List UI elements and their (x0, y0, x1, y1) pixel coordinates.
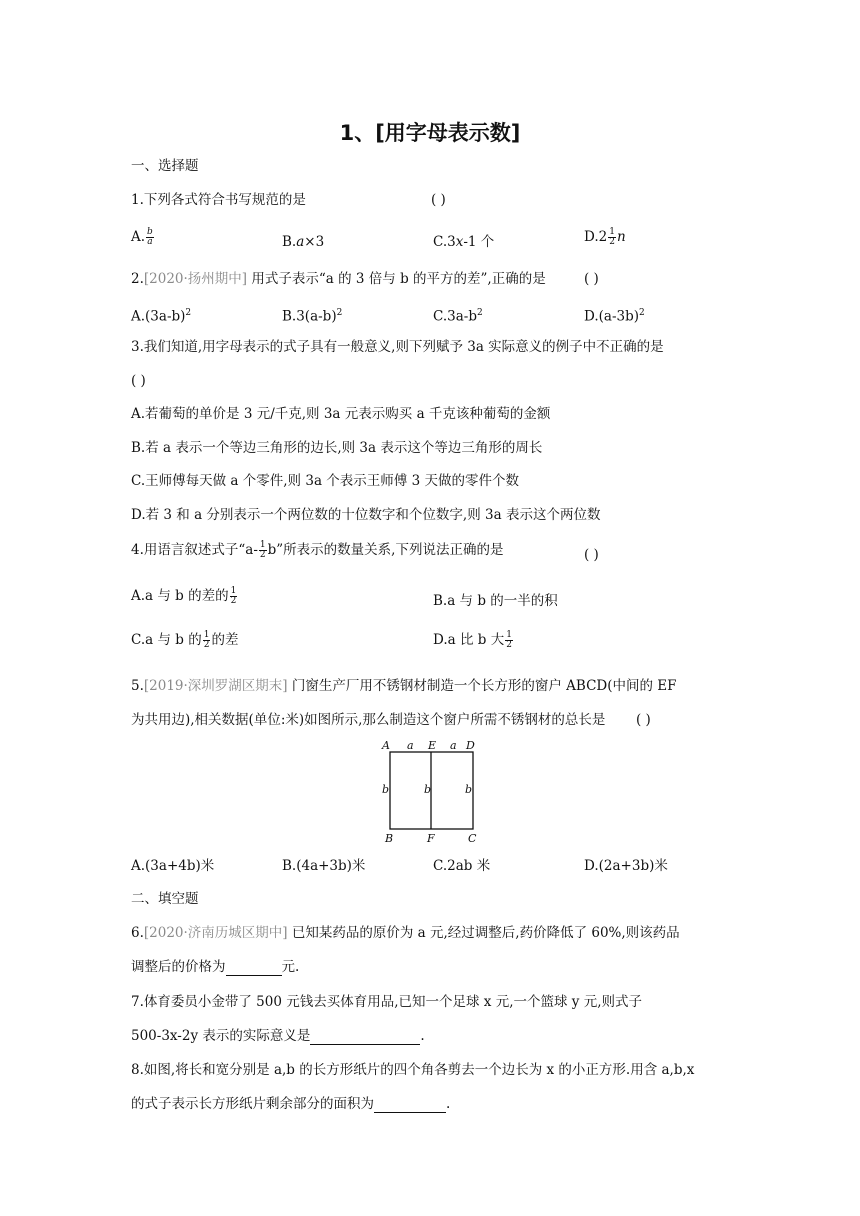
q3-option-d[interactable]: D.若 3 和 a 分别表示一个两位数的十位数字和个位数字,则 3a 表示这个两位数 (131, 507, 601, 523)
q6-answer-blank[interactable] (226, 961, 282, 976)
q3-stem: 3.我们知道,用字母表示的式子具有一般意义,则下列赋予 3a 实际意义的例子中不正确的是 (131, 339, 664, 355)
q5-option-d[interactable]: D.(2a+3b)米 (584, 858, 668, 874)
q8-line2: 的式子表示长方形纸片剩余部分的面积为 . (131, 1096, 451, 1112)
section-choice-heading: 一、选择题 (131, 158, 199, 174)
q6-line2: 调整后的价格为 元. (131, 959, 300, 975)
q5-option-c[interactable]: C.2ab 米 (433, 858, 491, 874)
q6-source: [2020·济南历城区期中] (143, 925, 288, 941)
q7-line2: 500-3x-2y 表示的实际意义是 . (131, 1028, 425, 1044)
fraction: $\frac{1}{2}$ (203, 630, 210, 650)
q2-answer-bracket: ( ) (584, 271, 599, 287)
q8-line1: 8.如图,将长和宽分别是 a,b 的长方形纸片的四个角各剪去一个边长为 x 的小正方形.用含 a,b,x (131, 1062, 695, 1078)
q4-option-a[interactable]: A.a 与 b 的差的 $\frac{1}{2}$ (131, 586, 237, 606)
q1-stem: 1.下列各式符合书写规范的是 (131, 192, 306, 208)
label-point-f: F (427, 832, 435, 845)
q1-answer-bracket: ( ) (431, 192, 446, 208)
label-point-d: D (466, 739, 475, 752)
fraction: $\frac{b}{a}$ (147, 227, 153, 247)
q2-option-a[interactable]: $A.(3a-b)^2$ (131, 308, 192, 325)
q1-option-c[interactable]: C.3x-1 个 (433, 234, 495, 250)
q2-source: [2020·扬州期中] (143, 271, 248, 287)
q5-source: [2019·深圳罗湖区期末] (143, 678, 288, 694)
q4-option-c[interactable]: C.a 与 b 的 $\frac{1}{2}$ 的差 (131, 630, 239, 650)
q1-option-d[interactable]: D.2 $\frac{1}{2}$ n (584, 227, 626, 247)
label-length-b-middle: b (424, 783, 432, 796)
q6-line1: 6.[2020·济南历城区期中] 已知某药品的原价为 a 元,经过调整后,药价降低了 60%,则该药品 (131, 925, 680, 941)
q4-stem: 4.用语言叙述式子“a- $\frac{1}{2}$ b”所表示的数量关系,下列说法正确的是 (131, 540, 504, 560)
q5-option-a[interactable]: A.(3a+4b)米 (131, 858, 215, 874)
q4-option-d[interactable]: D.a 比 b 大 $\frac{1}{2}$ (433, 630, 512, 650)
q3-option-c[interactable]: C.王师傅每天做 a 个零件,则 3a 个表示王师傅 3 天做的零件个数 (131, 473, 519, 489)
q1-option-a[interactable] (131, 228, 155, 247)
window-figure (376, 736, 486, 846)
page-title: 1、[用字母表示数] (339, 121, 521, 145)
q2-option-b[interactable]: $B.3(a-b)^2$ (282, 308, 343, 325)
label-length-b-right: b (465, 783, 473, 796)
q1-option-a-label: A. (131, 229, 146, 245)
q8-answer-blank[interactable] (374, 1098, 446, 1113)
label-point-e: E (428, 739, 437, 752)
q5-stem-line2: 为共用边),相关数据(单位:米)如图所示,那么制造这个窗户所需不锈钢材的总长是 (131, 712, 606, 728)
q2-option-c[interactable]: $C.3a-b^2$ (433, 308, 483, 325)
label-point-b: B (385, 832, 394, 845)
q5-answer-bracket: ( ) (636, 712, 651, 728)
q3-option-b[interactable]: B.若 a 表示一个等边三角形的边长,则 3a 表示这个等边三角形的周长 (131, 440, 543, 456)
q3-option-a[interactable]: A.若葡萄的单价是 3 元/千克,则 3a 元表示购买 a 千克该种葡萄的金额 (131, 406, 551, 422)
label-length-a-left: a (407, 739, 414, 752)
label-length-a-right: a (450, 739, 457, 752)
q4-answer-bracket: ( ) (584, 547, 599, 563)
section-fill-heading: 二、填空题 (131, 891, 199, 907)
q7-answer-blank[interactable] (310, 1030, 420, 1045)
q2-stem: 2.[2020·扬州期中] 用式子表示“a 的 3 倍与 b 的平方的差”,正确的是 (131, 271, 546, 287)
q5-option-b[interactable]: B.(4a+3b)米 (282, 858, 366, 874)
fraction: $\frac{1}{2}$ (506, 630, 512, 650)
q4-option-b[interactable]: B.a 与 b 的一半的积 (433, 593, 558, 609)
label-point-a: A (382, 739, 390, 752)
fraction: $\frac{1}{2}$ (259, 540, 266, 560)
label-length-b-left: b (382, 783, 390, 796)
q7-line1: 7.体育委员小金带了 500 元钱去买体育用品,已知一个足球 x 元,一个篮球 y 元,则式子 (131, 994, 643, 1010)
fraction: $\frac{1}{2}$ (609, 227, 615, 247)
q3-answer-bracket: ( ) (131, 373, 146, 389)
q1-option-b[interactable]: B.a×3 (282, 234, 325, 250)
fraction: $\frac{1}{2}$ (230, 586, 237, 606)
q5-stem-line1: 5.[2019·深圳罗湖区期末] 门窗生产厂用不锈钢材制造一个长方形的窗户 ABCD(中间的 EF (131, 678, 677, 694)
label-point-c: C (468, 832, 477, 845)
q2-option-d[interactable]: $D.(a-3b)^2$ (584, 308, 645, 325)
